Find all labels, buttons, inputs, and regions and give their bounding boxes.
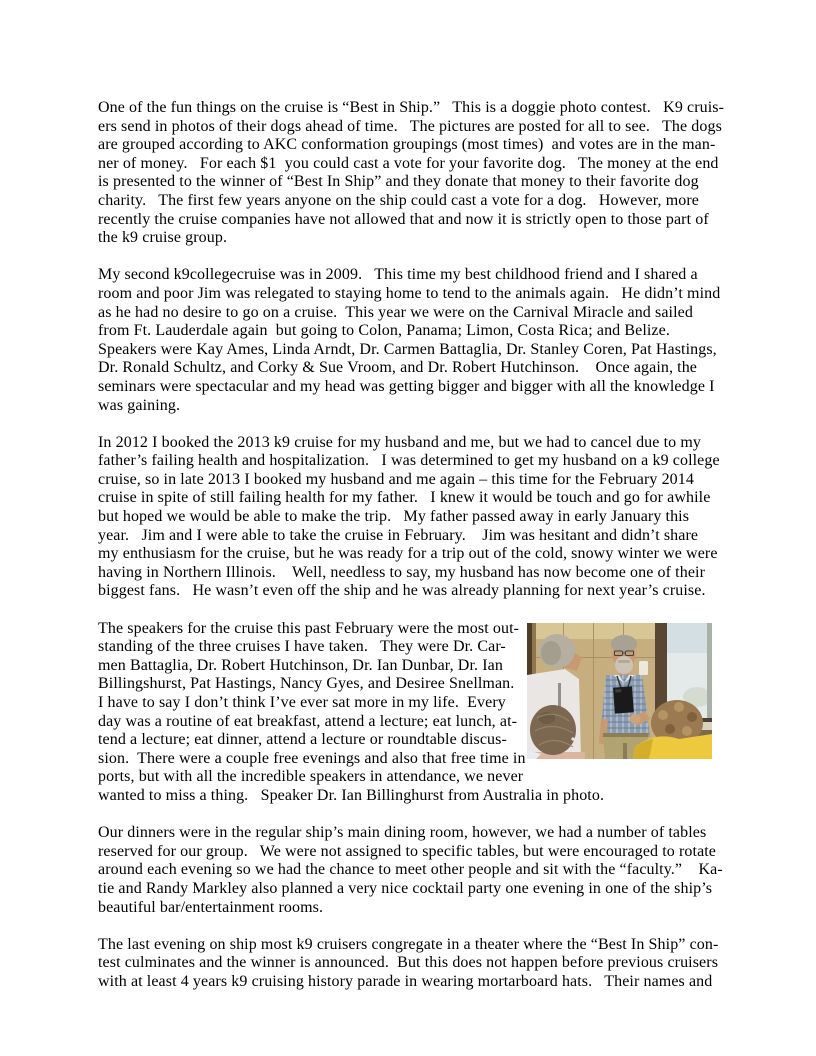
text-line: cruise, so in late 2013 I booked my husband and me again – this time for the February 2014 [98,470,694,488]
text-line: around each evening so we had the chance to meet other people and sit with the “faculty.” Ka- [98,861,723,879]
text-line: Our dinners were in the regular ship’s main dining room, however, we had a number of tables [98,824,707,842]
text-line: but hoped we would be able to make the trip. My father passed away in early January this [98,508,690,526]
text-line: sion. There were a couple free evenings and also that free time in [98,749,526,767]
text-line: is presented to the winner of “Best In Ship” and they donate that money to their favorite dog [98,173,699,191]
text-line: from Ft. Lauderdale again but going to Colon, Panama; Limon, Costa Rica; and Belize. [98,322,670,340]
text-line: cruise in spite of still failing health for my father. I knew it would be touch and go for awhile [98,489,711,507]
paragraph [98,266,722,415]
text-line: father’s failing health and hospitalization. I was determined to get my husband on a k9 college [98,452,720,470]
paragraph [98,936,722,992]
text-line: day was a routine of eat breakfast, attend a lecture; eat lunch, at- [98,712,518,730]
text-line: ports, but with all the incredible speakers in attendance, we never [98,768,524,786]
text-line: standing of the three cruises I have taken. They were Dr. Car- [98,638,506,656]
text-line: the k9 cruise group. [98,229,228,247]
text-line: with at least 4 years k9 cruising history parade in wearing mortarboard hats. Their names and [98,972,713,990]
text-line: room and poor Jim was relegated to staying home to tend to the animals again. He didn’t mind [98,284,721,302]
seminar-photo [527,623,712,759]
text-line: One of the fun things on the cruise is “Best in Ship.” This is a doggie photo contest. K9 cruis- [98,99,725,116]
text-line: test culminates and the winner is announced. But this does not happen before previous cruisers [98,954,719,972]
text-line: year. Jim and I were able to take the cruise in February. Jim was hesitant and didn’t share [98,526,699,544]
text-line: The last evening on ship most k9 cruisers congregate in a theater where the “Best In Ship” con- [98,935,719,953]
paragraph [98,434,722,601]
text-line: Speakers were Kay Ames, Linda Arndt, Dr. Carmen Battaglia, Dr. Stanley Coren, Pat Hastings, [98,340,717,358]
text-line: reserved for our group. We were not assigned to specific tables, but were encouraged to rotate [98,842,717,860]
text-line: charity. The first few years anyone on the ship could cast a vote for a dog. However, more [98,191,700,209]
text-line: my enthusiasm for the cruise, but he was ready for a trip out of the cold, snowy winter we were [98,545,718,563]
text-line: tend a lecture; eat dinner, attend a lecture or roundtable discus- [98,731,507,749]
text-line: The speakers for the cruise this past February were the most out- [98,619,520,637]
text-line: Billingshurst, Pat Hastings, Nancy Gyes, and Desiree Snellman. [98,675,515,693]
text-line: are grouped according to AKC conformation groupings (most times) and votes are in the man- [98,136,716,154]
text-line: ers send in photos of their dogs ahead of time. The pictures are posted for all to see. The dogs [98,117,722,135]
text-line: recently the cruise companies have not allowed that and now it is strictly open to those part of [98,210,709,228]
text-line: tie and Randy Markley also planned a very nice cocktail party one evening in one of the ship’s [98,879,713,897]
document-text [98,99,725,1010]
text-line: In 2012 I booked the 2013 k9 cruise for my husband and me, but we had to cancel due to my [98,433,701,451]
text-line: seminars were spectacular and my head was getting bigger and bigger with all the knowledge I [98,377,715,395]
text-line: having in Northern Illinois. Well, needless to say, my husband has now become one of their [98,563,706,581]
text-line: I have to say I don’t think I’ve ever sat more in my life. Every [98,694,506,711]
text-line: biggest fans. He wasn’t even off the ship and he was already planning for next year’s cruise. [98,582,706,600]
text-line: men Battaglia, Dr. Robert Hutchinson, Dr. Ian Dunbar, Dr. Ian [98,656,503,674]
text-line: ner of money. For each $1 you could cast a vote for your favorite dog. The money at the end [98,154,719,172]
text-line: as he had no desire to go on a cruise. This year we were on the Carnival Miracle and sailed [98,303,693,321]
speaker-badge [613,686,634,713]
paragraph [98,99,725,248]
text-line: beautiful bar/entertainment rooms. [98,898,324,916]
paragraph [98,824,722,917]
text-line: My second k9collegecruise was in 2009. This time my best childhood friend and I shared a [98,266,698,284]
text-line: wanted to miss a thing. Speaker Dr. Ian Billinghurst from Australia in photo. [98,786,605,804]
light-switch [639,661,648,675]
text-line: Dr. Ronald Schultz, and Corky & Sue Vroom, and Dr. Robert Hutchinson. Once again, the [98,359,698,377]
seminar-photo-graphic [527,623,712,759]
text-line: was gaining. [98,396,181,414]
